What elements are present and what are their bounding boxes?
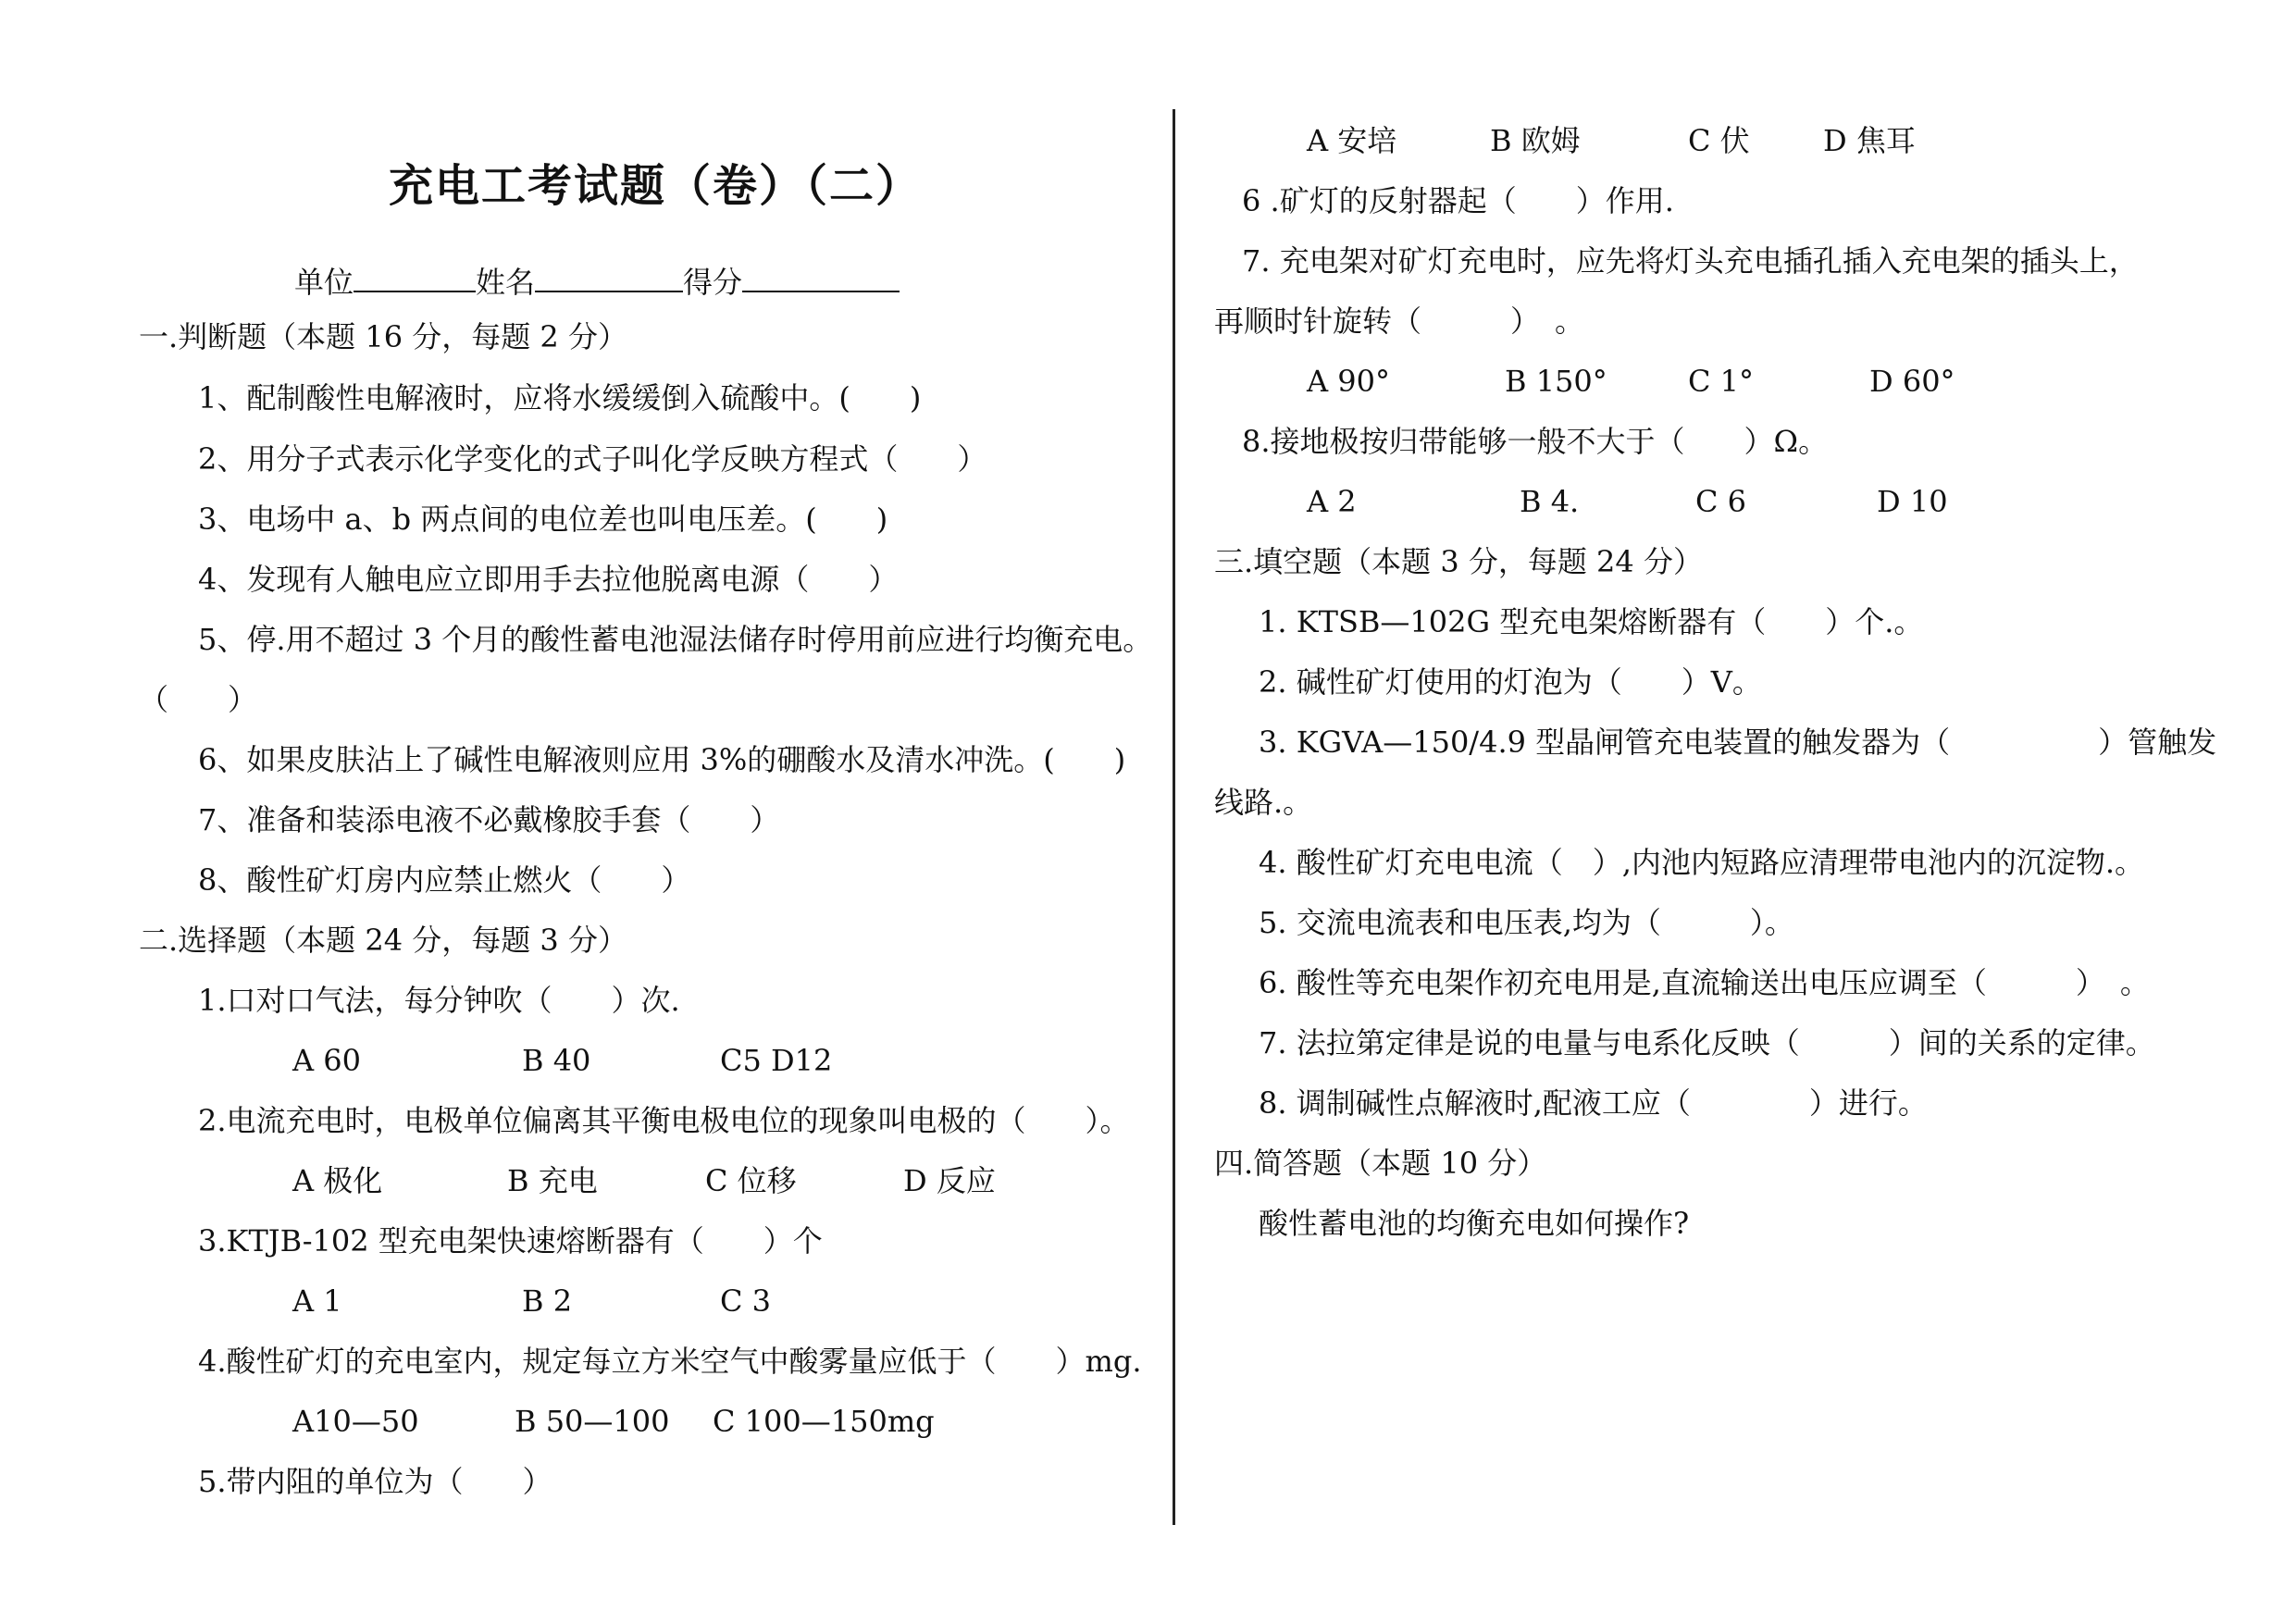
- fill-q3: 3. KGVA—150/4.9 型晶闸管充电装置的触发器为（ ）管触发: [1259, 725, 2217, 760]
- choice-q2: 2.电流充电时，电极单位偏离其平衡电极电位的现象叫电极的（ ）。: [198, 1103, 1130, 1138]
- choice-q8-option-b: B 4.: [1520, 484, 1580, 519]
- choice-q8: 8.接地极按归带能够一般不大于（ ）Ω。: [1242, 424, 1829, 459]
- section-4-heading: 四.简答题（本题 10 分）: [1214, 1146, 1547, 1181]
- choice-q2-option-d: D 反应: [903, 1163, 996, 1198]
- fill-q4: 4. 酸性矿灯充电电流（ ）,内池内短路应清理带电池内的沉淀物.。: [1259, 845, 2145, 880]
- short-answer-q1: 酸性蓄电池的均衡充电如何操作?: [1259, 1206, 1690, 1241]
- fill-q1: 1. KTSB—102G 型充电架熔断器有（ ）个.。: [1259, 604, 1924, 639]
- fill-q7: 7. 法拉第定律是说的电量与电系化反映（ ）间的关系的定律。: [1259, 1025, 2155, 1060]
- choice-q8-option-c: C 6: [1695, 484, 1747, 519]
- unit-blank[interactable]: [354, 265, 476, 292]
- judge-q8: 8、酸性矿灯房内应禁止燃火（ ）: [198, 862, 691, 898]
- judge-q6: 6、如果皮肤沾上了碱性电解液则应用 3%的硼酸水及清水冲洗。( ): [198, 742, 1126, 777]
- choice-q7-option-a: A 90°: [1307, 364, 1390, 399]
- choice-q7-option-d: D 60°: [1869, 364, 1955, 399]
- choice-q1-option-b: B 40: [522, 1043, 591, 1078]
- choice-q1-option-c: C5 D12: [720, 1043, 833, 1078]
- choice-q8-option-a: A 2: [1307, 484, 1357, 519]
- choice-q8-option-d: D 10: [1877, 484, 1948, 519]
- choice-q5-option-b: B 欧姆: [1490, 123, 1581, 158]
- page-title: 充电工考试题（卷）（二）: [389, 160, 923, 212]
- fill-q5: 5. 交流电流表和电压表,均为（ ）。: [1259, 905, 1794, 940]
- choice-q5-option-d: D 焦耳: [1823, 123, 1916, 158]
- choice-q3-option-a: A 1: [292, 1283, 342, 1319]
- choice-q7-option-c: C 1°: [1688, 364, 1755, 399]
- name-label: 姓名: [476, 265, 536, 300]
- section-1-heading: 一.判断题（本题 16 分，每题 2 分）: [139, 319, 627, 354]
- choice-q5-option-a: A 安培: [1307, 123, 1397, 158]
- judge-q5-answer: （ ）: [139, 682, 258, 717]
- choice-q3: 3.KTJB-102 型充电架快速熔断器有（ ）个: [198, 1223, 823, 1258]
- score-blank[interactable]: [742, 265, 900, 292]
- judge-q3: 3、电场中 a、b 两点间的电位差也叫电压差。( ): [198, 502, 888, 537]
- choice-q4-option-c: C 100—150mg: [713, 1404, 935, 1439]
- fill-q8: 8. 调制碱性点解液时,配液工应（ ）进行。: [1259, 1085, 1928, 1121]
- score-label: 得分: [683, 265, 743, 300]
- choice-q4: 4.酸性矿灯的充电室内，规定每立方米空气中酸雾量应低于（ ）mg.: [198, 1344, 1142, 1379]
- unit-label: 单位: [294, 265, 354, 300]
- fill-q2: 2. 碱性矿灯使用的灯泡为（ ）V。: [1259, 664, 1762, 700]
- fill-q6: 6. 酸性等充电架作初充电用是,直流输送出电压应调至（ ） 。: [1259, 965, 2150, 1000]
- choice-q3-option-c: C 3: [720, 1283, 772, 1319]
- choice-q7-continued: 再顺时针旋转（ ） 。: [1214, 304, 1585, 339]
- fill-q3-continued: 线路.。: [1214, 785, 1313, 820]
- section-3-heading: 三.填空题（本题 3 分，每题 24 分）: [1214, 544, 1703, 579]
- name-blank[interactable]: [535, 265, 683, 292]
- choice-q2-option-a: A 极化: [292, 1163, 383, 1198]
- judge-q2: 2、用分子式表示化学变化的式子叫化学反映方程式（ ）: [198, 441, 987, 477]
- choice-q7-option-b: B 150°: [1505, 364, 1607, 399]
- choice-q7: 7. 充电架对矿灯充电时，应先将灯头充电插孔插入充电架的插头上，: [1242, 243, 2139, 279]
- choice-q5: 5.带内阻的单位为（ ）: [198, 1464, 552, 1499]
- choice-q1-option-a: A 60: [292, 1043, 361, 1078]
- choice-q6: 6 .矿灯的反射器起（ ）作用.: [1242, 183, 1674, 218]
- column-divider: [1173, 109, 1175, 1525]
- choice-q3-option-b: B 2: [522, 1283, 573, 1319]
- choice-q1: 1.口对口气法，每分钟吹（ ）次.: [198, 983, 680, 1018]
- judge-q7: 7、准备和装添电液不必戴橡胶手套（ ）: [198, 802, 780, 837]
- judge-q5: 5、停.用不超过 3 个月的酸性蓄电池湿法储存时停用前应进行均衡充电。: [198, 622, 1153, 657]
- choice-q5-option-c: C 伏: [1688, 123, 1750, 158]
- judge-q4: 4、发现有人触电应立即用手去拉他脱离电源（ ）: [198, 562, 899, 597]
- choice-q4-option-b: B 50—100: [515, 1404, 670, 1439]
- choice-q2-option-b: B 充电: [507, 1163, 598, 1198]
- judge-q1: 1、配制酸性电解液时，应将水缓缓倒入硫酸中。( ): [198, 380, 922, 415]
- choice-q2-option-c: C 位移: [705, 1163, 797, 1198]
- choice-q4-option-a: A10—50: [292, 1404, 419, 1439]
- student-info-line: [294, 259, 900, 302]
- section-2-heading: 二.选择题（本题 24 分，每题 3 分）: [139, 923, 627, 958]
